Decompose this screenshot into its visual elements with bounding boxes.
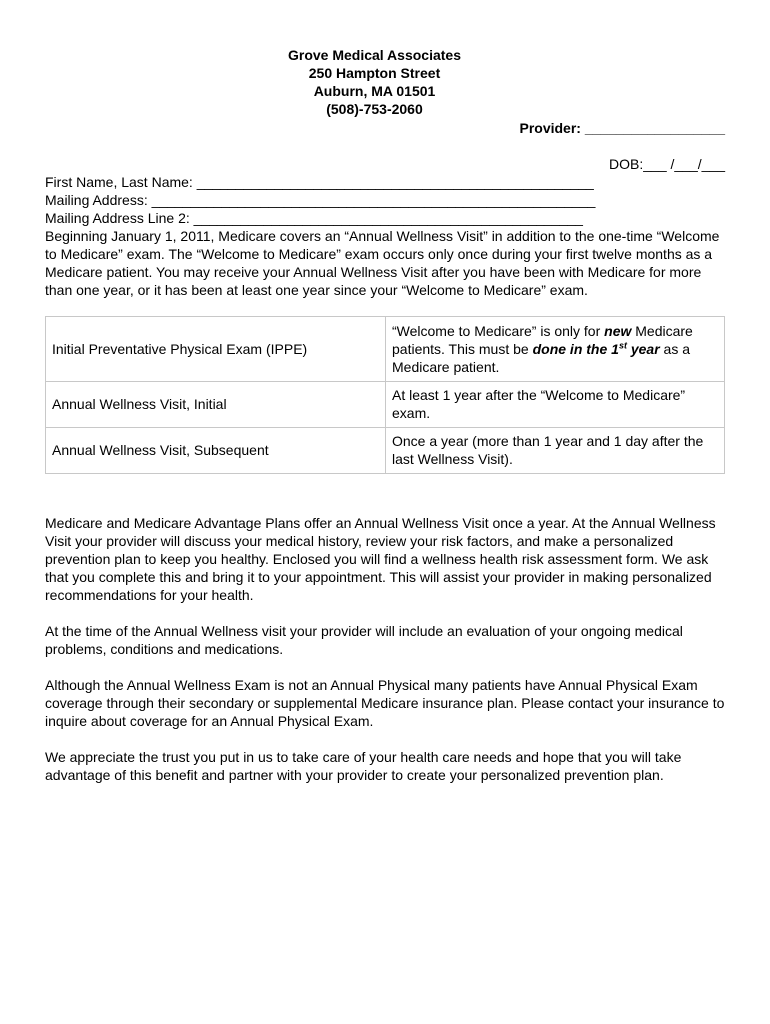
provider-field	[45, 119, 725, 137]
provider-blank: __________________	[584, 120, 725, 136]
patient-fields	[45, 173, 725, 227]
table-row	[46, 317, 725, 382]
letter-body	[45, 46, 725, 784]
org-name: Grove Medical Associates	[287, 47, 461, 63]
mailing-address-2-field	[45, 209, 725, 227]
desc-text: “Welcome to Medicare” is only for	[392, 322, 605, 339]
name-blank: ___________________________________________________	[196, 174, 594, 190]
desc-emphasis: done in the 1	[532, 340, 619, 357]
desc-emphasis: new	[604, 322, 632, 339]
phone-number: (508)-753-2060	[326, 101, 423, 117]
visit-name-cell: Initial Preventative Physical Exam (IPPE)	[46, 317, 386, 382]
street-address: 250 Hampton Street	[308, 65, 441, 81]
evaluation-paragraph: At the time of the Annual Wellness visit your provider will include an evaluation of your ongoing medical problems, conditions and medications.	[45, 623, 683, 657]
letterhead	[24, 46, 725, 118]
visit-name-cell: Annual Wellness Visit, Subsequent	[46, 428, 386, 474]
intro-paragraph: Beginning January 1, 2011, Medicare covers an “Annual Wellness Visit” in addition to the one-time “Welcome to Medicare” exam. The “Welcome to Medicare” exam occurs only once during your first twelve months as a Medicare patient. You may receive your Annual Wellness Visit after you have been with Medicare for more than one year, or it has been at least one year since your “Welcome to Medicare” exam.	[45, 228, 720, 298]
table-row	[46, 428, 725, 474]
closing-paragraph: We appreciate the trust you put in us to take care of your health care needs and hope that you will take advantage of this benefit and partner with your provider to create your personalized prevention plan.	[45, 749, 682, 783]
desc-text: Medicare patients. This must be	[392, 322, 693, 357]
mailing-address-field	[45, 191, 725, 209]
mailing-address-2-label: Mailing Address Line 2:	[45, 210, 190, 226]
mailing-address-label: Mailing Address:	[45, 192, 148, 208]
desc-emphasis: year	[626, 340, 660, 357]
wellness-paragraph: Medicare and Medicare Advantage Plans offer an Annual Wellness Visit once a year. At the Annual Wellness Visit your provider will discuss your medical history, review your risk factors, and make a personalized prevention plan to keep you healthy. Enclosed you will find a wellness health risk assessment form. We ask that you complete this and bring it to your appointment. This will assist your provider in making personalized recommendations for your health.	[45, 515, 716, 603]
visit-desc-cell: At least 1 year after the “Welcome to Medicare” exam.	[386, 382, 725, 428]
mailing-address-blank: _________________________________________________________	[151, 192, 596, 208]
visit-desc-cell	[386, 317, 725, 382]
table-row	[46, 382, 725, 428]
desc-superscript: st	[618, 339, 627, 350]
desc-text: as a Medicare patient.	[392, 340, 691, 375]
dob-label: DOB:	[609, 156, 644, 172]
mailing-address-2-blank: __________________________________________________	[193, 210, 583, 226]
name-label: First Name, Last Name:	[45, 174, 193, 190]
provider-label: Provider:	[519, 120, 581, 136]
dob-field	[45, 155, 725, 173]
name-field	[45, 173, 725, 191]
city-state-zip: Auburn, MA 01501	[313, 83, 436, 99]
coverage-paragraph: Although the Annual Wellness Exam is not an Annual Physical many patients have Annual Physical Exam coverage through their secondary or supplemental Medicare insurance plan. Please contact your insurance to inquire about coverage for an Annual Physical Exam.	[45, 677, 725, 729]
visit-desc-cell: Once a year (more than 1 year and 1 day after the last Wellness Visit).	[386, 428, 725, 474]
visit-name-cell: Annual Wellness Visit, Initial	[46, 382, 386, 428]
visit-types-table	[45, 316, 725, 474]
dob-blank: ___ /___/___	[643, 156, 725, 172]
